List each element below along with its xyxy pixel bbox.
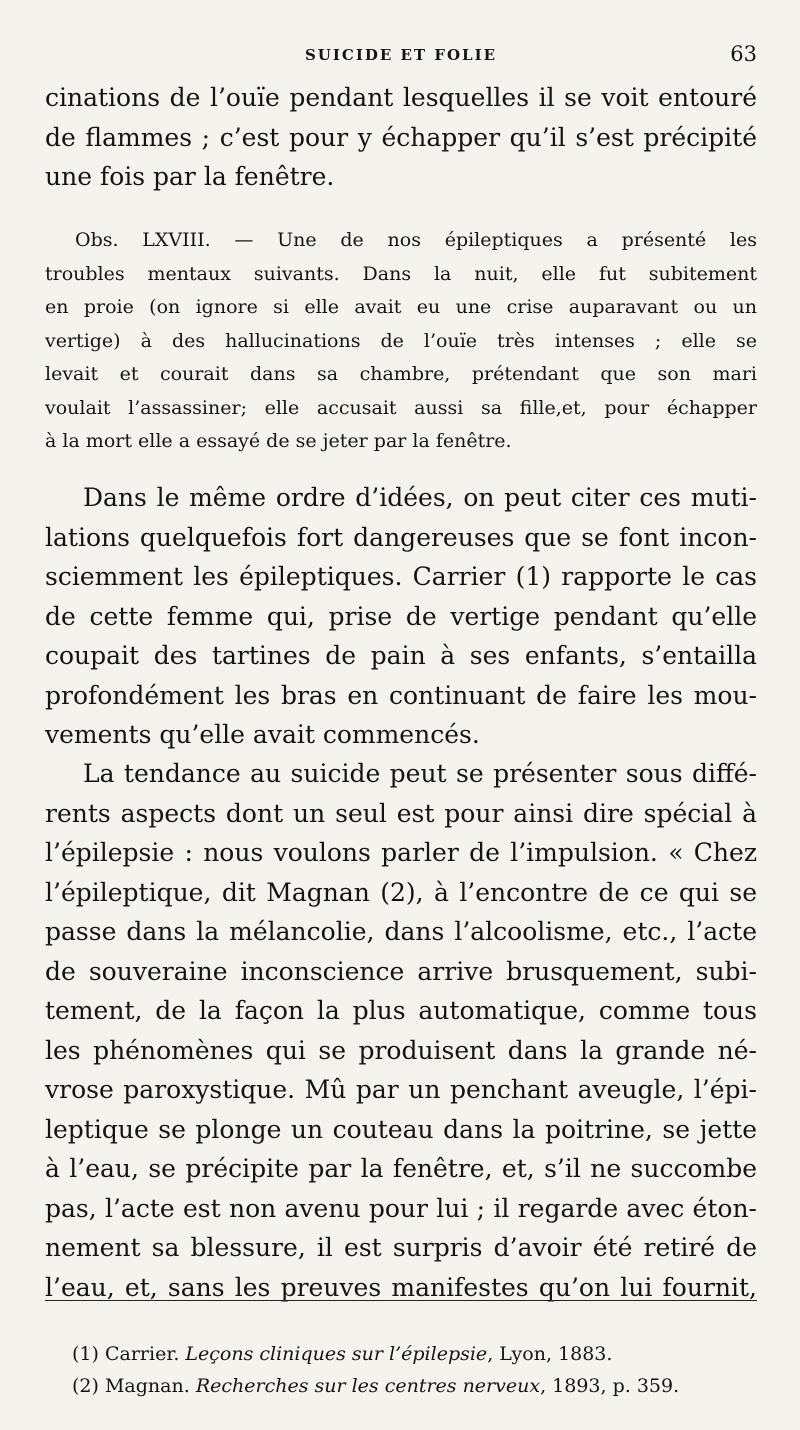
text-line: vements qu’elle avait commencés.	[45, 720, 480, 749]
text-line: profondément les bras en continuant de faire les mou-	[45, 680, 757, 710]
text-line: en proie (on ignore si elle avait eu une crise auparavant ou un	[45, 296, 757, 318]
footnote-title: Leçons cliniques sur l’épilepsie	[185, 1343, 488, 1365]
footnote-details: , 1893, p. 359.	[540, 1375, 680, 1397]
text-line: tement, de la façon la plus automatique, comme tous	[45, 996, 757, 1025]
text-line: de flammes ; c’est pour y échapper qu’il s’est précipité	[45, 122, 757, 152]
footnote-title: Recherches sur les centres nerveux	[195, 1375, 541, 1397]
text-line: rents aspects dont un seul est pour ainsi dire spécial à	[45, 798, 757, 828]
text-line: leptique se plonge un couteau dans la poitrine, se jette	[45, 1114, 757, 1144]
footnote-details: , Lyon, 1883.	[487, 1343, 613, 1365]
text-line: vertige) à des hallucinations de l’ouïe très intenses ; elle se	[45, 329, 757, 352]
observation-heading-line: Obs. LXVIII. — Une de nos épileptiques a présenté les	[75, 229, 757, 251]
footnote-1	[72, 1338, 752, 1370]
text-line: coupait des tartines de pain à ses enfants, s’entailla	[45, 641, 757, 670]
text-line: vrose paroxystique. Mû par un penchant aveugle, l’épi-	[45, 1075, 757, 1104]
text-line: levait et courait dans sa chambre, prétendant que son mari	[45, 363, 757, 385]
footnotes	[72, 1338, 752, 1402]
text-line: l’eau, et, sans les preuves manifestes qu’on lui fournit,	[45, 1272, 757, 1302]
footnote-2	[72, 1370, 752, 1402]
observation-block	[45, 224, 757, 459]
text-line: l’épileptique, dit Magnan (2), à l’encontre de ce qui se	[45, 877, 757, 907]
text-line: de cette femme qui, prise de vertige pendant qu’elle	[45, 601, 757, 631]
paragraph-impulsion	[45, 754, 757, 1307]
page-number: 63	[730, 42, 757, 66]
paragraph-mutilations	[45, 478, 757, 755]
text-line: à la mort elle a essayé de se jeter par la fenêtre.	[45, 430, 512, 452]
text-line: à l’eau, se précipite par la fenêtre, et, s’il ne succombe	[45, 1154, 757, 1183]
footnote-rule	[45, 1300, 757, 1301]
footnote-author: Carrier.	[104, 1343, 180, 1365]
text-line: sciemment les épileptiques. Carrier (1) rapporte le cas	[45, 562, 757, 591]
text-line: pas, l’acte est non avenu pour lui ; il regarde avec éton-	[45, 1193, 757, 1223]
page-header	[45, 40, 757, 70]
text-line: nement sa blessure, il est surpris d’avoir été retiré de	[45, 1233, 757, 1262]
text-line: passe dans la mélancolie, dans l’alcoolisme, etc., l’acte	[45, 917, 757, 946]
text-line: cinations de l’ouïe pendant lesquelles il se voit entouré	[45, 83, 757, 112]
paragraph-continuation	[45, 78, 757, 197]
text-line: une fois par la fenêtre.	[45, 162, 335, 191]
footnote-author: Magnan.	[104, 1375, 190, 1397]
text-line: les phénomènes qui se produisent dans la grande né-	[45, 1035, 757, 1065]
footnote-number: (1)	[72, 1343, 99, 1365]
text-line: Dans le même ordre d’idées, on peut citer ces muti-	[83, 483, 757, 512]
text-line: de souveraine inconscience arrive brusquement, subi-	[45, 956, 757, 986]
text-line: troubles mentaux suivants. Dans la nuit, elle fut subitement	[45, 262, 757, 285]
text-line: lations quelquefois fort dangereuses que se font incon-	[45, 522, 757, 552]
text-line: voulait l’assassiner; elle accusait aussi sa fille,et, pour échapper	[45, 396, 757, 419]
text-line: La tendance au suicide peut se présenter sous diffé-	[83, 759, 757, 788]
text-line: l’épilepsie : nous voulons parler de l’impulsion. « Chez	[45, 838, 757, 867]
footnote-number: (2)	[72, 1375, 99, 1397]
running-title: SUICIDE ET FOLIE	[304, 46, 498, 64]
